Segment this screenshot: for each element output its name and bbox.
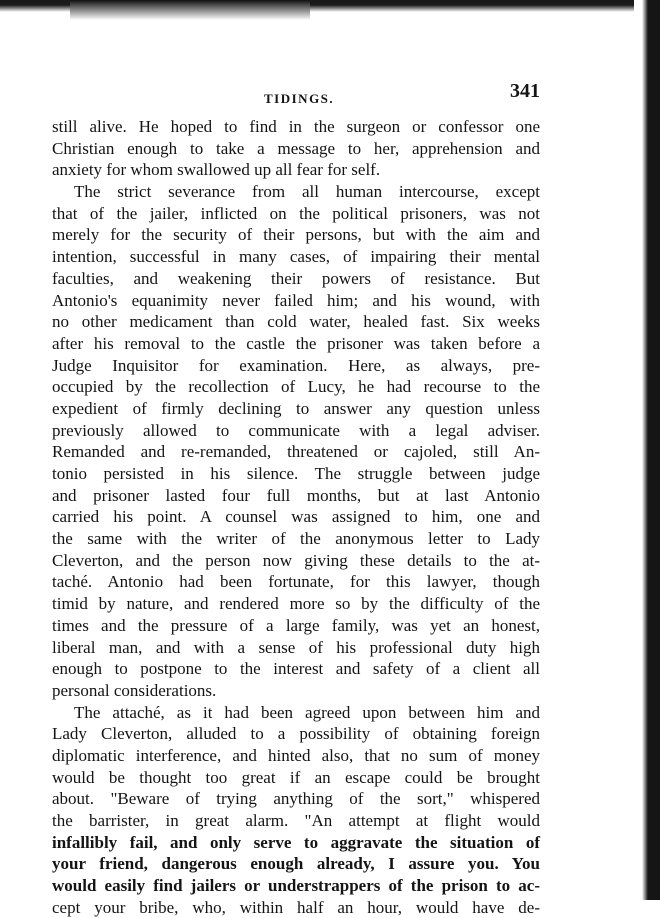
text-line: merely for the security of their persons, but with the aim and: [52, 225, 540, 245]
text-line: your friend, dangerous enough already, I assure you. You: [52, 854, 540, 874]
text-line: enough to postpone to the interest and safety of a client all: [52, 659, 540, 679]
text-line: expedient of firmly declining to answer any question unless: [52, 398, 540, 418]
text-line: intention, successful in many cases, of impairing their mental: [52, 247, 540, 267]
text-line: would easily find jailers or understrappers of the prison to ac-: [52, 876, 540, 896]
text-line: timid by nature, and rendered more so by the difficulty of the: [52, 594, 540, 614]
body-text: [52, 116, 540, 918]
text-line: Lady Cleverton, alluded to a possibility of obtaining foreign: [52, 724, 540, 744]
text-line: and prisoner lasted four full months, but at last Antonio: [52, 485, 540, 505]
text-line: would be thought too great if an escape could be brought: [52, 767, 540, 787]
text-line: anxiety for whom swallowed up all fear for self.: [52, 160, 381, 180]
text-line: taché. Antonio had been fortunate, for this lawyer, though: [52, 572, 540, 592]
text-line: Antonio's equanimity never failed him; and his wound, with: [52, 290, 540, 310]
text-line: occupied by the recollection of Lucy, he had recourse to the: [52, 377, 540, 397]
text-line: carried his point. A counsel was assigned to him, one and: [52, 507, 540, 527]
page-top-notch-shadow: [70, 0, 310, 20]
page-header: [52, 80, 540, 116]
text-line: cept your bribe, who, within half an hour, would have de-: [52, 897, 540, 917]
text-line: The attaché, as it had been agreed upon between him and: [74, 702, 540, 722]
text-line: diplomatic interference, and hinted also, that no sum of money: [52, 745, 540, 765]
text-line: The strict severance from all human intercourse, except: [74, 182, 540, 202]
text-line: faculties, and weakening their powers of resistance. But: [52, 268, 540, 288]
text-line: liberal man, and with a sense of his professional duty high: [52, 637, 540, 657]
text-line: after his removal to the castle the prisoner was taken before a: [52, 333, 540, 353]
text-line: no other medicament than cold water, healed fast. Six weeks: [52, 312, 540, 332]
text-line: the barrister, in great alarm. "An attempt at flight would: [52, 811, 540, 830]
page-binding-shadow: [634, 0, 660, 900]
text-line: previously allowed to communicate with a legal adviser.: [52, 420, 540, 440]
text-line: that of the jailer, inflicted on the political prisoners, was not: [52, 203, 540, 223]
text-line: still alive. He hoped to find in the surgeon or confessor one: [52, 117, 540, 136]
text-line: the same with the writer of the anonymous letter to Lady: [52, 529, 540, 549]
text-line: tonio persisted in his silence. The struggle between judge: [52, 464, 540, 483]
text-line: infallibly fail, and only serve to aggravate the situation of: [52, 832, 540, 852]
text-line: personal considerations.: [52, 680, 217, 700]
text-line: Judge Inquisitor for examination. Here, as always, pre-: [52, 355, 540, 375]
text-line: Cleverton, and the person now giving these details to the at-: [52, 550, 540, 570]
book-page: [52, 80, 540, 918]
running-title: TIDINGS.: [264, 91, 335, 106]
text-line: Remanded and re-remanded, threatened or cajoled, still An-: [52, 442, 540, 462]
page-number: 341: [510, 80, 540, 102]
text-line: Christian enough to take a message to her, apprehension and: [52, 138, 540, 158]
text-line: times and the pressure of a large family, was yet an honest,: [52, 615, 540, 635]
text-line: about. "Beware of trying anything of the sort," whispered: [52, 789, 540, 809]
